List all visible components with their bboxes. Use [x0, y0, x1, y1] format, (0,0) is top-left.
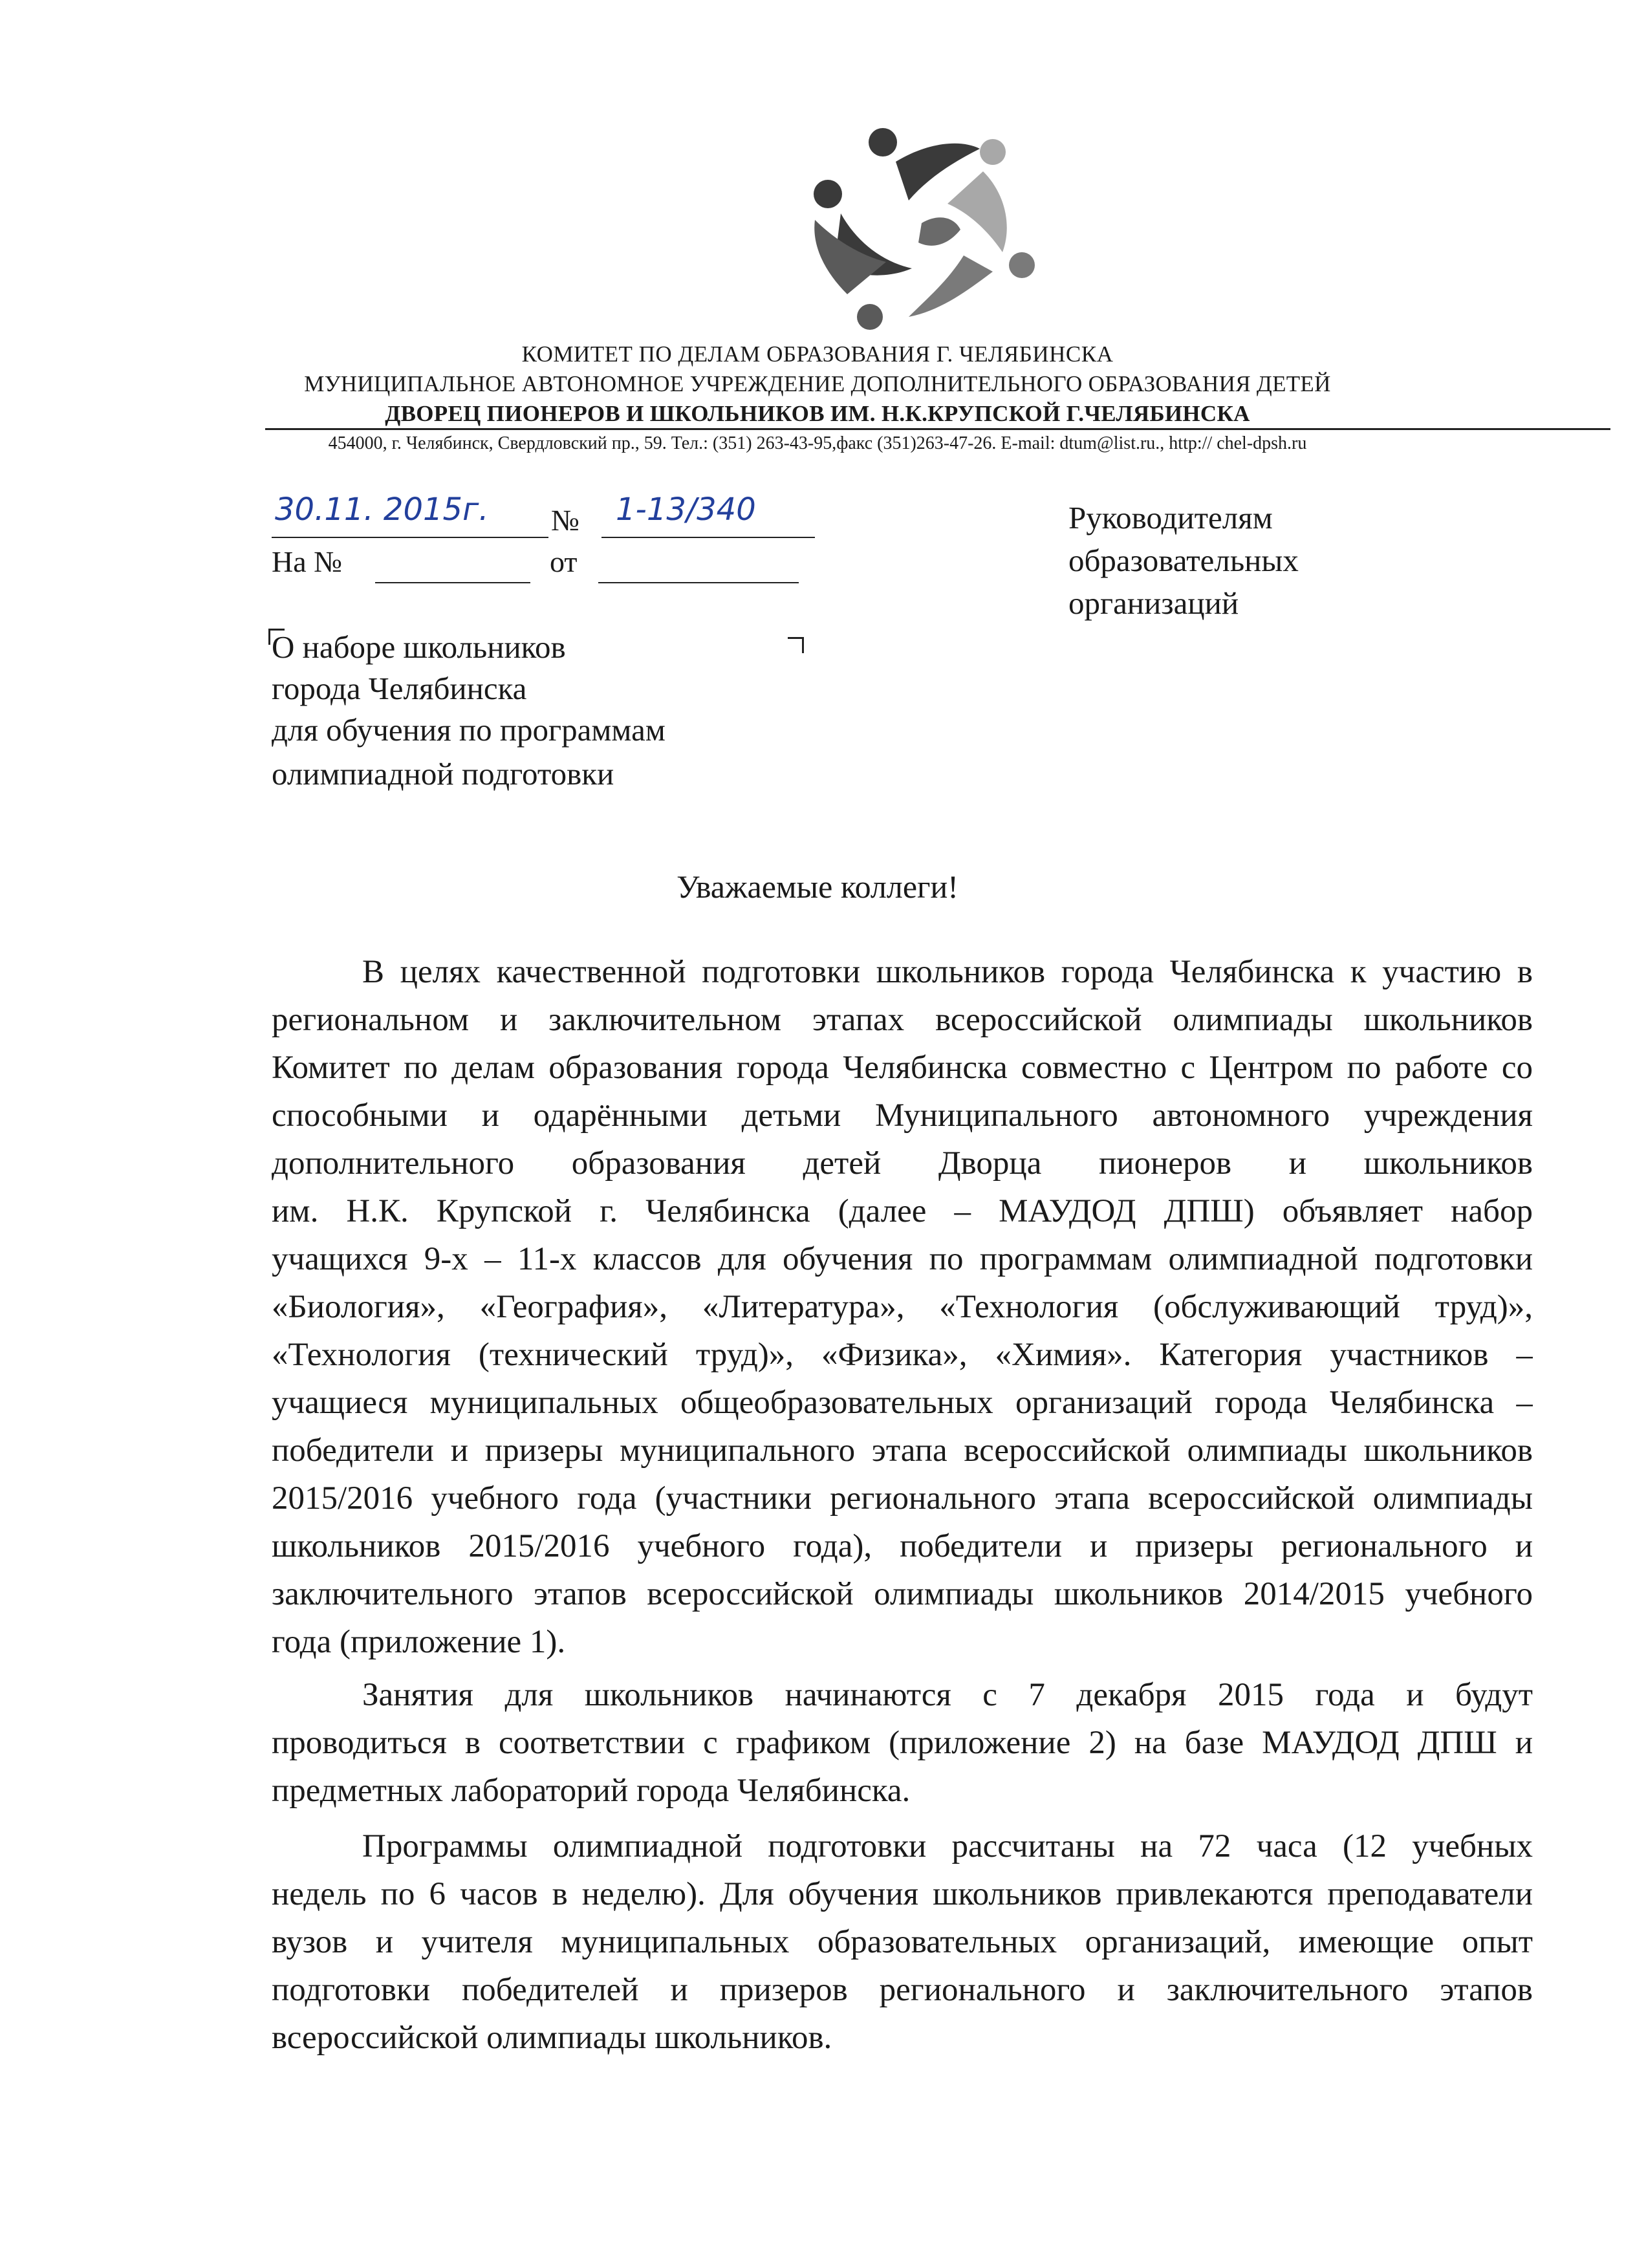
body-line: дополнительного образования детей Дворца пионеров и школьников — [272, 1145, 1533, 1182]
body-line: школьников 2015/2016 учебного года), победители и призеры регионального и — [272, 1528, 1533, 1564]
subject-corner-right — [788, 637, 804, 653]
body-line: «Технология (технический труд)», «Физика», «Химия». Категория участников – — [272, 1337, 1533, 1373]
letterhead-divider — [265, 428, 1610, 430]
logo-icon — [799, 116, 1038, 330]
body-line: учащиеся муниципальных общеобразовательных организаций города Челябинска – — [272, 1385, 1533, 1421]
body-line: В целях качественной подготовки школьников города Челябинска к участию в — [362, 954, 1533, 990]
body-line: Комитет по делам образования города Челябинска совместно с Центром по работе со — [272, 1050, 1533, 1086]
subject-line-4: олимпиадной подготовки — [272, 756, 614, 792]
number-handwritten: 1-13/340 — [616, 491, 756, 528]
date-handwritten: 30.11. 2015г. — [275, 491, 489, 528]
body-line: подготовки победителей и призеров регионального и заключительного этапов — [272, 1972, 1533, 2008]
body-line: региональном и заключительном этапах всероссийской олимпиады школьников — [272, 1002, 1533, 1038]
body-line: вузов и учителя муниципальных образовательных организаций, имеющие опыт — [272, 1924, 1533, 1960]
body-line: «Биология», «География», «Литература», «Технология (обслуживающий труд)», — [272, 1289, 1533, 1325]
body-line: недель по 6 часов в неделю). Для обучения школьников привлекаются преподаватели — [272, 1876, 1533, 1912]
subject-line-1: О наборе школьников — [272, 629, 566, 665]
body-line: победители и призеры муниципального этапа всероссийской олимпиады школьников — [272, 1432, 1533, 1469]
number-label: № — [551, 504, 579, 537]
in-reply-label: На № — [272, 545, 343, 578]
body-line: способными и одарёнными детьми Муниципального автономного учреждения — [272, 1097, 1533, 1134]
body-line: заключительного этапов всероссийской олимпиады школьников 2014/2015 учебного — [272, 1576, 1533, 1612]
from-label: от — [550, 545, 578, 578]
addressee-line-1: Руководителям — [1068, 500, 1273, 535]
body-line: учащихся 9-х – 11-х классов для обучения по программам олимпиадной подготовки — [272, 1241, 1533, 1277]
subject-line-2: города Челябинска — [272, 671, 527, 706]
body-line: проводиться в соответствии с графиком (приложение 2) на базе МАУДОД ДПШ и — [272, 1725, 1533, 1761]
body-line: предметных лабораторий города Челябинска. — [272, 1773, 911, 1809]
letterhead-line-1: КОМИТЕТ ПО ДЕЛАМ ОБРАЗОВАНИЯ Г. ЧЕЛЯБИНСКА — [521, 341, 1114, 367]
body-line: всероссийской олимпиады школьников. — [272, 2020, 832, 2056]
body-line: Занятия для школьников начинаются с 7 декабря 2015 года и будут — [362, 1677, 1533, 1713]
salutation: Уважаемые коллеги! — [677, 869, 958, 905]
body-line: им. Н.К. Крупской г. Челябинска (далее – МАУДОД ДПШ) объявляет набор — [272, 1193, 1533, 1229]
letterhead-contacts: 454000, г. Челябинск, Свердловский пр., 59. Тел.: (351) 263-43-95,факс (351)263-47-26. E-mail: dtum@list.ru., http:// chel-dpsh.ru — [328, 433, 1307, 453]
date-underline — [272, 537, 548, 538]
from-underline — [598, 582, 799, 583]
in-reply-underline — [375, 582, 530, 583]
body-line: года (приложение 1). — [272, 1624, 566, 1660]
logo-figures — [814, 128, 1035, 330]
subject-line-3: для обучения по программам — [272, 712, 666, 748]
body-line: 2015/2016 учебного года (участники регионального этапа всероссийской олимпиады — [272, 1480, 1533, 1517]
number-underline — [601, 537, 815, 538]
addressee-line-3: организаций — [1068, 585, 1239, 621]
letterhead-line-2: МУНИЦИПАЛЬНОЕ АВТОНОМНОЕ УЧРЕЖДЕНИЕ ДОПОЛНИТЕЛЬНОГО ОБРАЗОВАНИЯ ДЕТЕЙ — [304, 371, 1331, 396]
letterhead-line-3: ДВОРЕЦ ПИОНЕРОВ И ШКОЛЬНИКОВ ИМ. Н.К.КРУПСКОЙ Г.ЧЕЛЯБИНСКА — [385, 401, 1250, 426]
addressee-line-2: образовательных — [1068, 543, 1299, 578]
body-line: Программы олимпиадной подготовки рассчитаны на 72 часа (12 учебных — [362, 1828, 1533, 1864]
